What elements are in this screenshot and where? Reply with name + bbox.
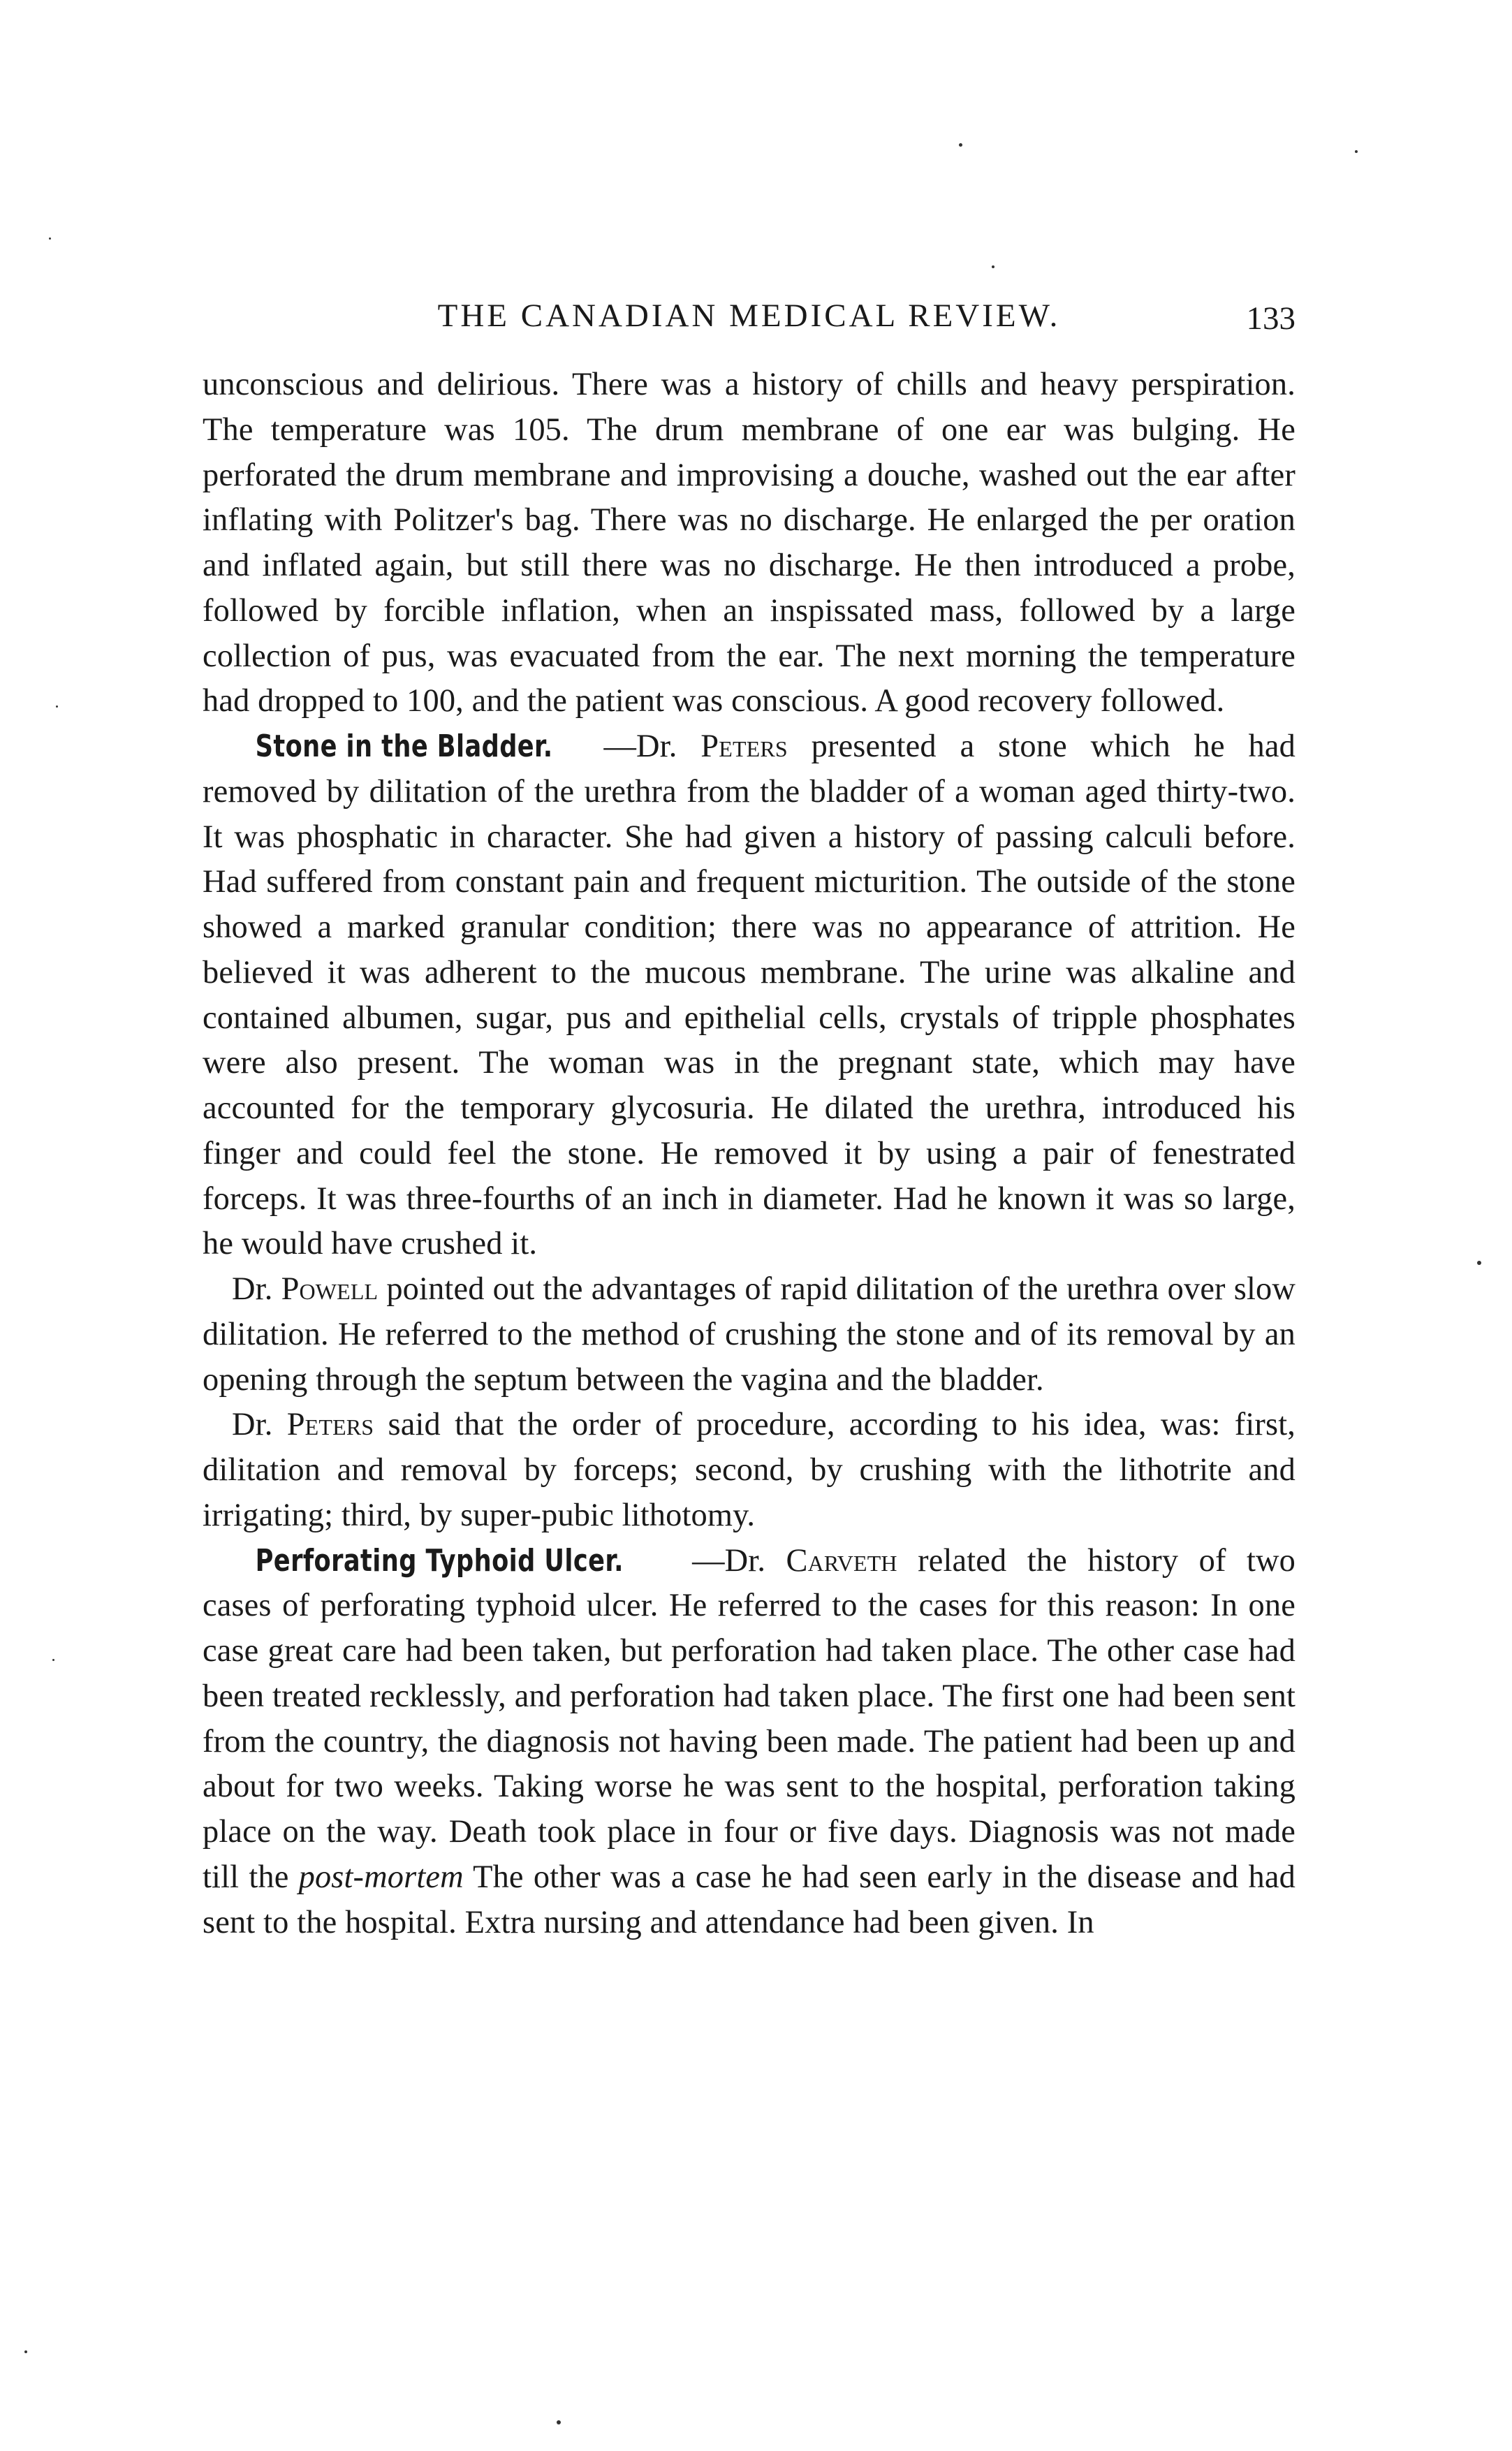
page-number: 133 [1246,300,1296,337]
speaker-name-carveth: Carveth [786,1542,897,1579]
dr-prefix: Dr. [232,1271,281,1307]
scan-speck [24,2350,27,2353]
article-body [203,363,1296,1945]
paragraph-text: said that the order of procedure, according to his idea, was: first, dilitation and removal by forceps; second, by crushing with the lithotrite and irrigating; third, by super-pubic lithotomy. [203,1407,1296,1533]
paragraph-text: presented a stone which he had removed by dilitation of the urethra from the bladder of a woman aged thirty-two. It was phosphatic in character. She had given a history of passing calculi before. Had suffered from constant pain and frequent micturition. The outside of the stone showed a marked granular condition; there was no appearance of attrition. He believed it was adherent to the mucous membrane. The urine was alkaline and contained albumen, sugar, pus and epithelial cells, crystals of tripple phosphates were also present. The woman was in the pregnant state, which may have accounted for the temporary glycosuria. He dilated the urethra, introduced his finger and could feel the stone. He removed it by using a pair of fenestrated forceps. It was three-fourths of an inch in diameter. Had he known it was so large, he would have crushed it. [203,729,1296,1262]
dash-dr: —Dr. [603,729,701,764]
speaker-name-peters: Peters [286,1407,374,1443]
speaker-name-powell: Powell [281,1271,379,1307]
scan-speck [557,2420,561,2424]
paragraph-stone-in-bladder [203,724,1296,1267]
running-head: THE CANADIAN MEDICAL REVIEW. [437,298,1061,334]
paragraph-peters-procedure [203,1403,1296,1538]
paragraph-text: related the history of two cases of perforating typhoid ulcer. He referred to the cases for this reason: In one case great care had been taken, but perforation had taken place. The other case had been treated recklessly, and perforation had taken place. The first one had been sent from the country, the diagnosis not having been made. The patient had been up and about for two weeks. Taking worse he was sent to the hospital, perforation taking place on the way. Death took place in four or five days. Diagnosis was not made till the [203,1542,1296,1895]
section-heading-typhoid-ulcer: Perforating Typhoid Ulcer. [255,1542,624,1579]
speaker-name-peters: Peters [700,729,788,764]
scan-speck [52,1659,54,1661]
italic-term: post-mortem [298,1859,464,1895]
dr-prefix: Dr. [232,1407,287,1443]
scan-speck [56,705,58,708]
scan-speck [49,237,51,240]
paragraph-powell [203,1267,1296,1403]
scan-speck [992,265,994,268]
paragraph-typhoid-ulcer [203,1539,1296,1946]
scan-speck [959,143,962,147]
section-heading-stone-in-bladder: Stone in the Bladder. [255,729,553,764]
paragraph-text: The other was a case he had seen early in the disease and had sent to the hospital. Extra nursing and attendance had been given. In [203,1859,1296,1940]
paragraph-text: pointed out the advantages of rapid dilitation of the urethra over slow dilitation. He referred to the method of crushing the stone and of its removal by an opening through the septum between the vagina and the bladder. [203,1271,1296,1398]
page-header [203,297,1296,339]
dash-dr: —Dr. [692,1542,786,1579]
paragraph-ear-case: unconscious and delirious. There was a history of chills and heavy perspiration. The temperature was 105. The drum membrane of one ear was bulging. He perforated the drum membrane and improvising a douche, washed out the ear after inflating with Politzer's bag. There was no discharge. He enlarged the per oration and inflated again, but still there was no discharge. He then introduced a probe, followed by forcible inflation, when an inspissated mass, followed by a large collection of pus, was evacuated from the ear. The next morning the temperature had dropped to 100, and the patient was conscious. A good recovery followed. [203,367,1296,719]
scan-speck [1477,1261,1481,1265]
scan-speck [1355,150,1358,153]
